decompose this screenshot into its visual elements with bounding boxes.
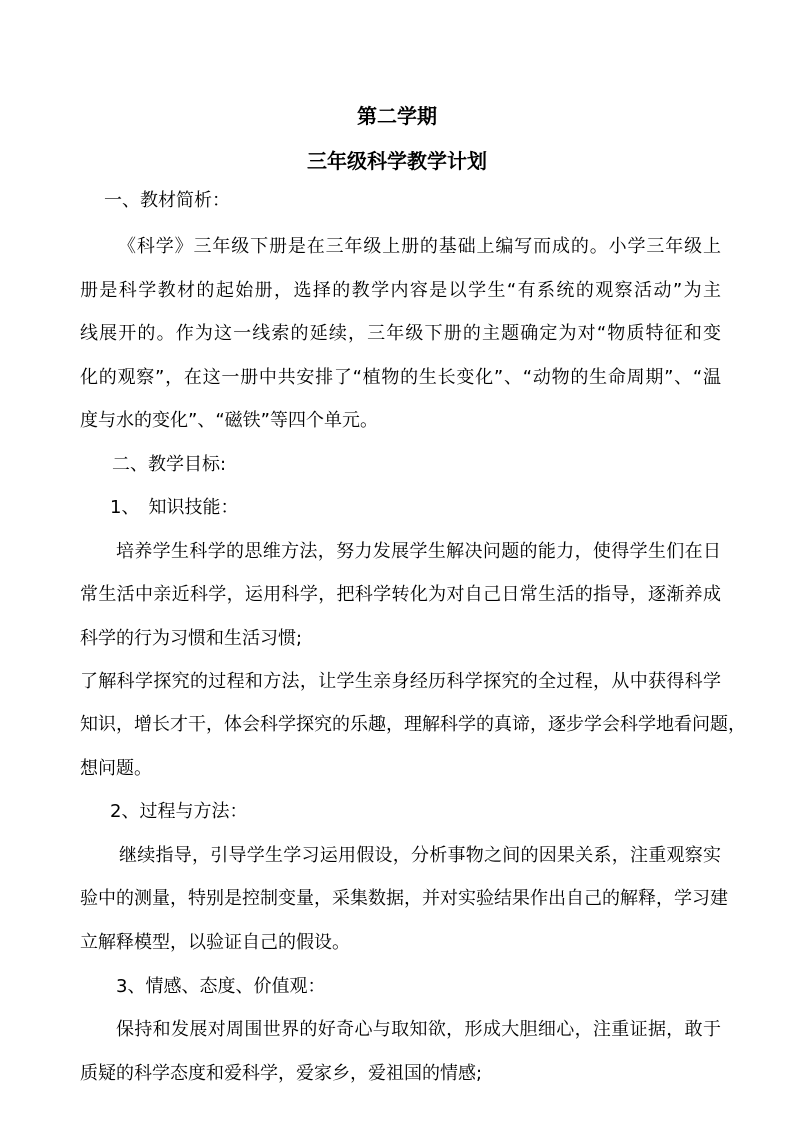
paragraph-line: 《科学》三年级下册是在三年级上册的基础上编写而成的。小学三年级上 xyxy=(118,236,721,257)
section-heading-materials: 一、教材简析： xyxy=(104,190,230,211)
paragraph-line: 化的观察”，在这一册中共安排了“植物的生长变化”、“动物的生命周期”、“温 xyxy=(80,367,721,388)
paragraph-line: 线展开的。作为这一线索的延续，三年级下册的主题确定为对“物质特征和变 xyxy=(80,323,721,344)
doc-title-plan: 三年级科学教学计划 xyxy=(307,149,487,173)
paragraph-line: 保持和发展对周围世界的好奇心与取知欲，形成大胆细心，注重证据，敢于 xyxy=(116,1019,721,1040)
paragraph-line: 立解释模型，以验证自己的假设。 xyxy=(80,932,350,953)
subheading-knowledge-skills: 1、 知识技能： xyxy=(110,497,239,518)
paragraph-line: 质疑的科学态度和爱科学，爱家乡，爱祖国的情感; xyxy=(80,1063,483,1084)
paragraph-line: 册是科学教材的起始册，选择的教学内容是以学生“有系统的观察活动”为主 xyxy=(80,280,721,301)
paragraph-line: 验中的测量，特别是控制变量，采集数据，并对实验结果作出自己的解释，学习建 xyxy=(80,888,728,909)
paragraph-line: 度与水的变化”、“磁铁”等四个单元。 xyxy=(80,410,378,431)
paragraph-line: 知识，增长才干，体会科学探究的乐趣，理解科学的真谛，逐步学会科学地看问题， xyxy=(80,714,746,735)
paragraph-line: 常生活中亲近科学，运用科学，把科学转化为对自己日常生活的指导，逐渐养成 xyxy=(80,584,721,605)
paragraph-line: 想问题。 xyxy=(80,758,152,779)
paragraph-line: 培养学生科学的思维方法，努力发展学生解决问题的能力，使得学生们在日 xyxy=(116,541,721,562)
paragraph-line: 继续指导，引导学生学习运用假设，分析事物之间的因果关系，注重观察实 xyxy=(119,845,721,866)
paragraph-line: 科学的行为习惯和生活习惯; xyxy=(80,628,303,649)
section-heading-goals: 二、教学目标: xyxy=(112,454,227,475)
paragraph-line: 了解科学探究的过程和方法，让学生亲身经历科学探究的全过程，从中获得科学 xyxy=(80,671,721,692)
subheading-process-methods: 2、过程与方法： xyxy=(110,801,248,822)
doc-title-semester: 第二学期 xyxy=(357,104,437,128)
subheading-emotion-attitude-values: 3、情感、态度、价值观： xyxy=(116,976,326,997)
